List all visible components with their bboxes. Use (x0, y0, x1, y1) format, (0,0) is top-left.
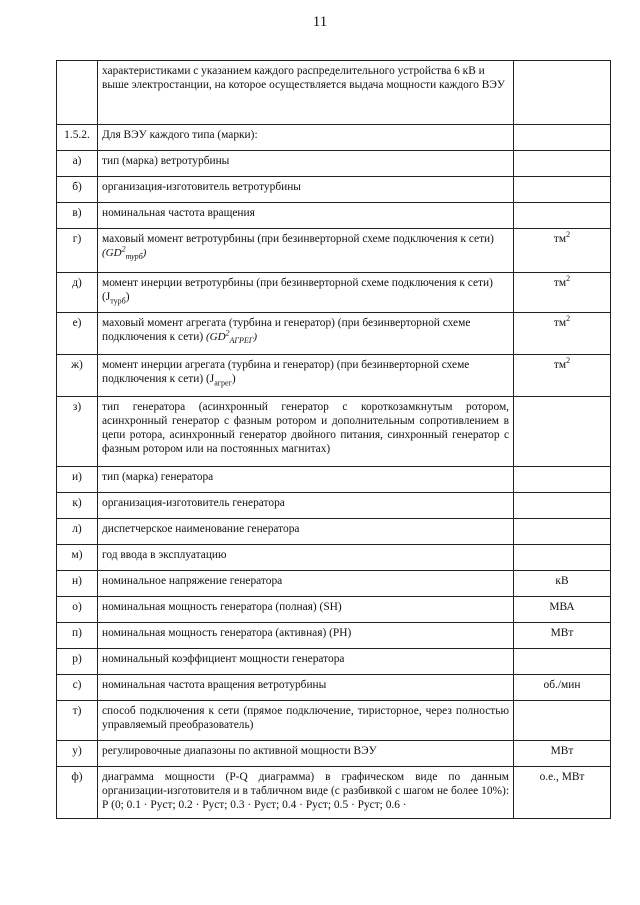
row-description (98, 767, 514, 819)
row-description-text: маховый момент агрегата (турбина и генератор) (при безинверторной схеме подключения к сети) (102, 317, 471, 343)
row-unit (514, 467, 611, 493)
row-code: д) (57, 273, 98, 313)
row-description (98, 571, 514, 597)
table-row (57, 125, 611, 151)
row-code: н) (57, 571, 98, 597)
table-row (57, 623, 611, 649)
row-unit-text: тм (553, 233, 567, 245)
row-unit (514, 229, 611, 273)
row-code: к) (57, 493, 98, 519)
row-code: м) (57, 545, 98, 571)
row-description-text: организация-изготовитель генератора (102, 497, 285, 509)
row-code: т) (57, 701, 98, 741)
row-unit-text: тм (553, 317, 567, 329)
row-description-text: номинальное напряжение генератора (102, 575, 283, 587)
row-description-text: номинальный коэффициент мощности генератора (102, 653, 345, 665)
table-row (57, 273, 611, 313)
row-description-text: регулировочные диапазоны по активной мощности ВЭУ (102, 745, 377, 757)
row-code: у) (57, 741, 98, 767)
row-description (98, 273, 514, 313)
row-formula (102, 244, 147, 262)
formula-superscript: 2 (225, 328, 230, 338)
row-unit (514, 313, 611, 355)
row-code: а) (57, 151, 98, 177)
table-row (57, 571, 611, 597)
row-description-text: год ввода в эксплуатацию (102, 549, 227, 561)
row-unit (514, 623, 611, 649)
row-description-text: номинальная частота вращения ветротурбины (102, 679, 327, 691)
row-description (98, 741, 514, 767)
row-unit-text: об./мин (543, 679, 581, 691)
row-description-subscript: агрег (214, 378, 232, 388)
row-code: п) (57, 623, 98, 649)
row-description (98, 313, 514, 355)
row-unit-text: кВ (555, 575, 569, 587)
row-unit (514, 493, 611, 519)
row-code: з) (57, 397, 98, 467)
row-description (98, 151, 514, 177)
row-unit-text: МВт (550, 627, 574, 639)
row-unit (514, 177, 611, 203)
table-row (57, 397, 611, 467)
table-row (57, 545, 611, 571)
row-unit-text: МВА (549, 601, 575, 613)
row-description-text: номинальная мощность генератора (полная) (SН) (102, 601, 342, 613)
row-unit (514, 649, 611, 675)
row-unit (514, 701, 611, 741)
row-description (98, 675, 514, 701)
row-unit (514, 519, 611, 545)
row-description-text: маховый момент ветротурбины (при безинверторной схеме подключения к сети) (102, 233, 494, 245)
row-description (98, 701, 514, 741)
row-description-subscript: турб (110, 296, 126, 306)
row-description-end: ) (231, 373, 236, 385)
row-unit (514, 397, 611, 467)
row-description (98, 355, 514, 397)
table-row (57, 493, 611, 519)
row-description-text: номинальная мощность генератора (активная) (РН) (102, 627, 352, 639)
row-description (98, 467, 514, 493)
row-description (98, 649, 514, 675)
row-description-text: диспетчерское наименование генератора (102, 523, 300, 535)
row-description (98, 493, 514, 519)
table-row (57, 741, 611, 767)
table-row (57, 203, 611, 229)
requirements-table (56, 60, 611, 819)
table-row (57, 151, 611, 177)
row-description-text: момент инерции ветротурбины (при безинверторной схеме подключения к сети) (J (102, 277, 493, 303)
row-unit-text: МВт (550, 745, 574, 757)
row-description-text: диаграмма мощности (P-Q диаграмма) в графическом виде по данным организации-изготовителя и в табличном виде (с разбивкой с шагом не более 10%): Р (0; 0.1 · Руст; 0.2 · Руст; 0.3 · Руст; 0.4 · Руст; 0.5 · Руст; 0.6 · (102, 771, 509, 811)
row-description (98, 519, 514, 545)
row-description-text: номинальная частота вращения (102, 207, 255, 219)
row-code: р) (57, 649, 98, 675)
row-code: ж) (57, 355, 98, 397)
table-row (57, 597, 611, 623)
row-description-text: тип (марка) ветротурбины (102, 155, 230, 167)
table-row (57, 177, 611, 203)
table-row (57, 519, 611, 545)
table-row (57, 355, 611, 397)
row-description (98, 203, 514, 229)
row-code: е) (57, 313, 98, 355)
row-code: б) (57, 177, 98, 203)
requirements-table-body (57, 61, 611, 819)
row-unit-superscript: 2 (566, 314, 571, 324)
formula-subscript: АГРЕГ (229, 336, 254, 346)
row-code: л) (57, 519, 98, 545)
row-description (98, 229, 514, 273)
row-description (98, 597, 514, 623)
row-description (98, 125, 514, 151)
row-unit (514, 355, 611, 397)
formula-base: (GD (102, 247, 122, 259)
row-code: о) (57, 597, 98, 623)
row-unit (514, 571, 611, 597)
row-description (98, 545, 514, 571)
row-unit (514, 203, 611, 229)
row-unit (514, 273, 611, 313)
row-description-text: тип генератора (асинхронный генератор с короткозамкнутым ротором, асинхронный генератор с фазным ротором и дополнительным сопротивлением в цепи ротора, асинхронный генератор двойного питания, синхронный генератор с фазным ротором или на постоянных магнитах) (102, 401, 509, 455)
row-unit (514, 597, 611, 623)
row-unit-text: тм (553, 277, 567, 289)
row-description (98, 177, 514, 203)
row-description-text: организация-изготовитель ветротурбины (102, 181, 301, 193)
row-description-end: ) (125, 291, 130, 303)
row-code: г) (57, 229, 98, 273)
table-row (57, 61, 611, 125)
formula-subscript: турб (125, 252, 143, 262)
formula-superscript: 2 (121, 244, 126, 254)
row-unit (514, 61, 611, 125)
table-row (57, 313, 611, 355)
row-unit-superscript: 2 (566, 356, 571, 366)
row-description-text: тип (марка) генератора (102, 471, 214, 483)
row-description-text: способ подключения к сети (прямое подключение, тиристорное, через полностью управляемый преобразователь) (102, 705, 509, 731)
row-code (57, 61, 98, 125)
row-unit (514, 767, 611, 819)
formula-end: ) (253, 331, 257, 343)
row-code: в) (57, 203, 98, 229)
row-unit-text: тм (553, 359, 567, 371)
table-row (57, 467, 611, 493)
row-description-text: момент инерции агрегата (турбина и генератор) (при безинверторной схеме подключения к сети) (J (102, 359, 470, 385)
page-number: 11 (312, 14, 328, 30)
table-row (57, 767, 611, 819)
row-code: 1.5.2. (57, 125, 98, 151)
table-row (57, 649, 611, 675)
table-row (57, 229, 611, 273)
formula-end: ) (142, 247, 147, 259)
table-row (57, 701, 611, 741)
row-description (98, 397, 514, 467)
table-row (57, 675, 611, 701)
row-description (98, 623, 514, 649)
row-unit (514, 151, 611, 177)
row-description-text: характеристиками с указанием каждого распределительного устройства 6 кВ и выше электростанции, на которое осуществляется выдача мощности каждого ВЭУ (102, 65, 505, 91)
row-code: и) (57, 467, 98, 493)
row-unit-text: о.е., МВт (539, 771, 585, 783)
row-code: ф) (57, 767, 98, 819)
row-description (98, 61, 514, 125)
row-unit-superscript: 2 (566, 274, 571, 284)
row-description-text: Для ВЭУ каждого типа (марки): (102, 129, 258, 141)
row-unit (514, 125, 611, 151)
row-unit (514, 545, 611, 571)
row-unit-superscript: 2 (566, 230, 571, 240)
row-code: с) (57, 675, 98, 701)
row-formula (205, 328, 257, 346)
formula-base: (GD (205, 331, 226, 343)
row-unit (514, 675, 611, 701)
row-unit (514, 741, 611, 767)
